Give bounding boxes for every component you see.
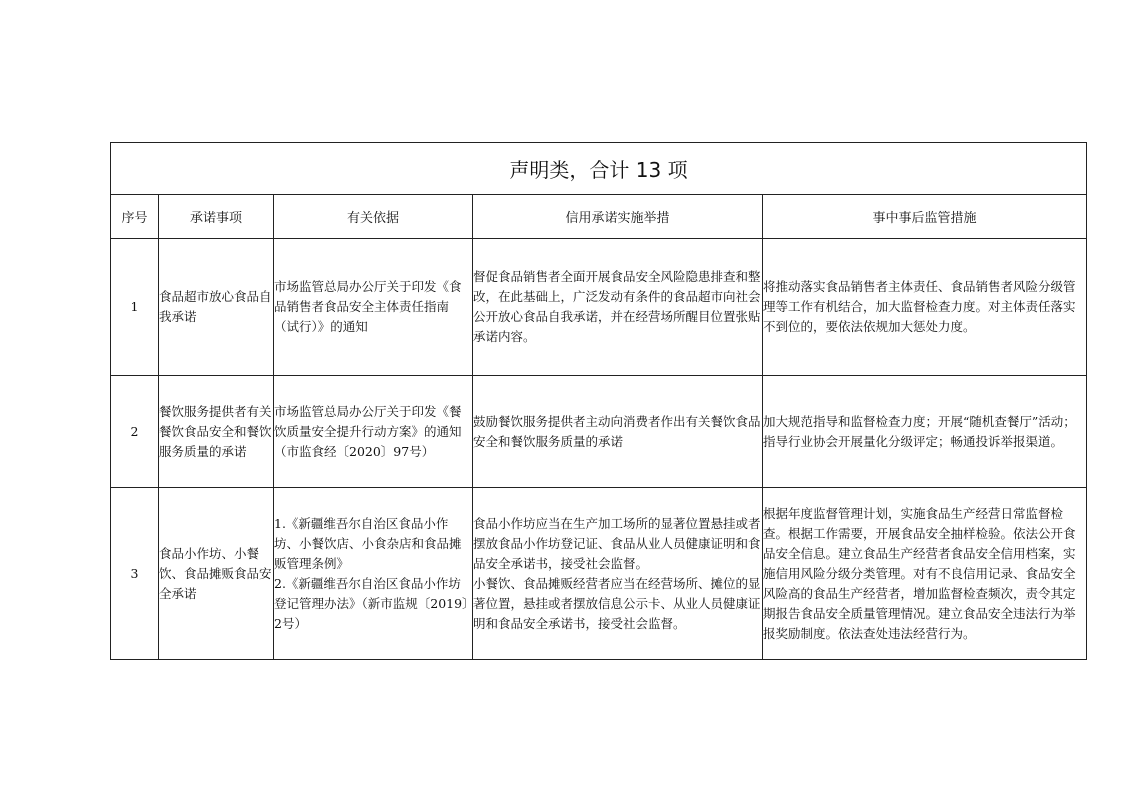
measure-item: 小餐饮、食品摊贩经营者应当在经营场所、摊位的显著位置，悬挂或者摆放信息公示卡、从业人员健康证明和食品安全承诺书，接受社会监督。 (473, 575, 761, 631)
measure-item: 食品小作坊应当在生产加工场所的显著位置悬挂或者摆放食品小作坊登记证、食品从业人员健康证明和食品安全承诺书，接受社会监督。 (473, 515, 761, 571)
header-measures: 信用承诺实施举措 (473, 195, 763, 239)
row-no: 2 (111, 376, 159, 488)
row-basis (274, 488, 473, 660)
row-supervision: 将推动落实食品销售者主体责任、食品销售者风险分级管理等工作有机结合，加大监督检查力度。对主体责任落实不到位的，要依法依规加大惩处力度。 (763, 239, 1087, 376)
basis-item: 2.《新疆维吾尔自治区食品小作坊登记管理办法》（新市监规〔2019〕2号） (274, 575, 469, 631)
table-title: 声明类，合计 13 项 (111, 143, 1087, 195)
row-item: 食品小作坊、小餐饮、食品摊贩食品安全承诺 (159, 488, 274, 660)
commitment-table (110, 142, 1087, 660)
basis-item: 1.《新疆维吾尔自治区食品小作坊、小餐饮店、小食杂店和食品摊贩管理条例》 (274, 515, 462, 571)
header-supervision: 事中事后监管措施 (763, 195, 1087, 239)
row-basis: 市场监管总局办公厅关于印发《食品销售者食品安全主体责任指南（试行）》的通知 (274, 239, 473, 376)
row-supervision: 根据年度监督管理计划，实施食品生产经营日常监督检查。根据工作需要，开展食品安全抽样检验。依法公开食品安全信息。建立食品生产经营者食品安全信用档案，实施信用风险分级分类管理。对有不良信用记录、食品安全风险高的食品生产经营者，增加监督检查频次，责令其定期报告食品安全质量管理情况。建立食品安全违法行为举报奖励制度。依法查处违法经营行为。 (763, 488, 1087, 660)
header-item: 承诺事项 (159, 195, 274, 239)
table-row (111, 376, 1087, 488)
header-no: 序号 (111, 195, 159, 239)
row-item: 食品超市放心食品自我承诺 (159, 239, 274, 376)
row-item: 餐饮服务提供者有关餐饮食品安全和餐饮服务质量的承诺 (159, 376, 274, 488)
row-measures (473, 488, 763, 660)
header-basis: 有关依据 (274, 195, 473, 239)
row-measures: 鼓励餐饮服务提供者主动向消费者作出有关餐饮食品安全和餐饮服务质量的承诺 (473, 376, 763, 488)
header-row (111, 195, 1087, 239)
row-measures: 督促食品销售者全面开展食品安全风险隐患排查和整改，在此基础上，广泛发动有条件的食品超市向社会公开放心食品自我承诺，并在经营场所醒目位置张贴承诺内容。 (473, 239, 763, 376)
row-no: 3 (111, 488, 159, 660)
table-row (111, 488, 1087, 660)
table-row (111, 239, 1087, 376)
row-supervision: 加大规范指导和监督检查力度；开展“随机查餐厅”活动；指导行业协会开展量化分级评定；畅通投诉举报渠道。 (763, 376, 1087, 488)
row-no: 1 (111, 239, 159, 376)
row-basis: 市场监管总局办公厅关于印发《餐饮质量安全提升行动方案》的通知（市监食经〔2020〕97号） (274, 376, 473, 488)
title-row (111, 143, 1087, 195)
